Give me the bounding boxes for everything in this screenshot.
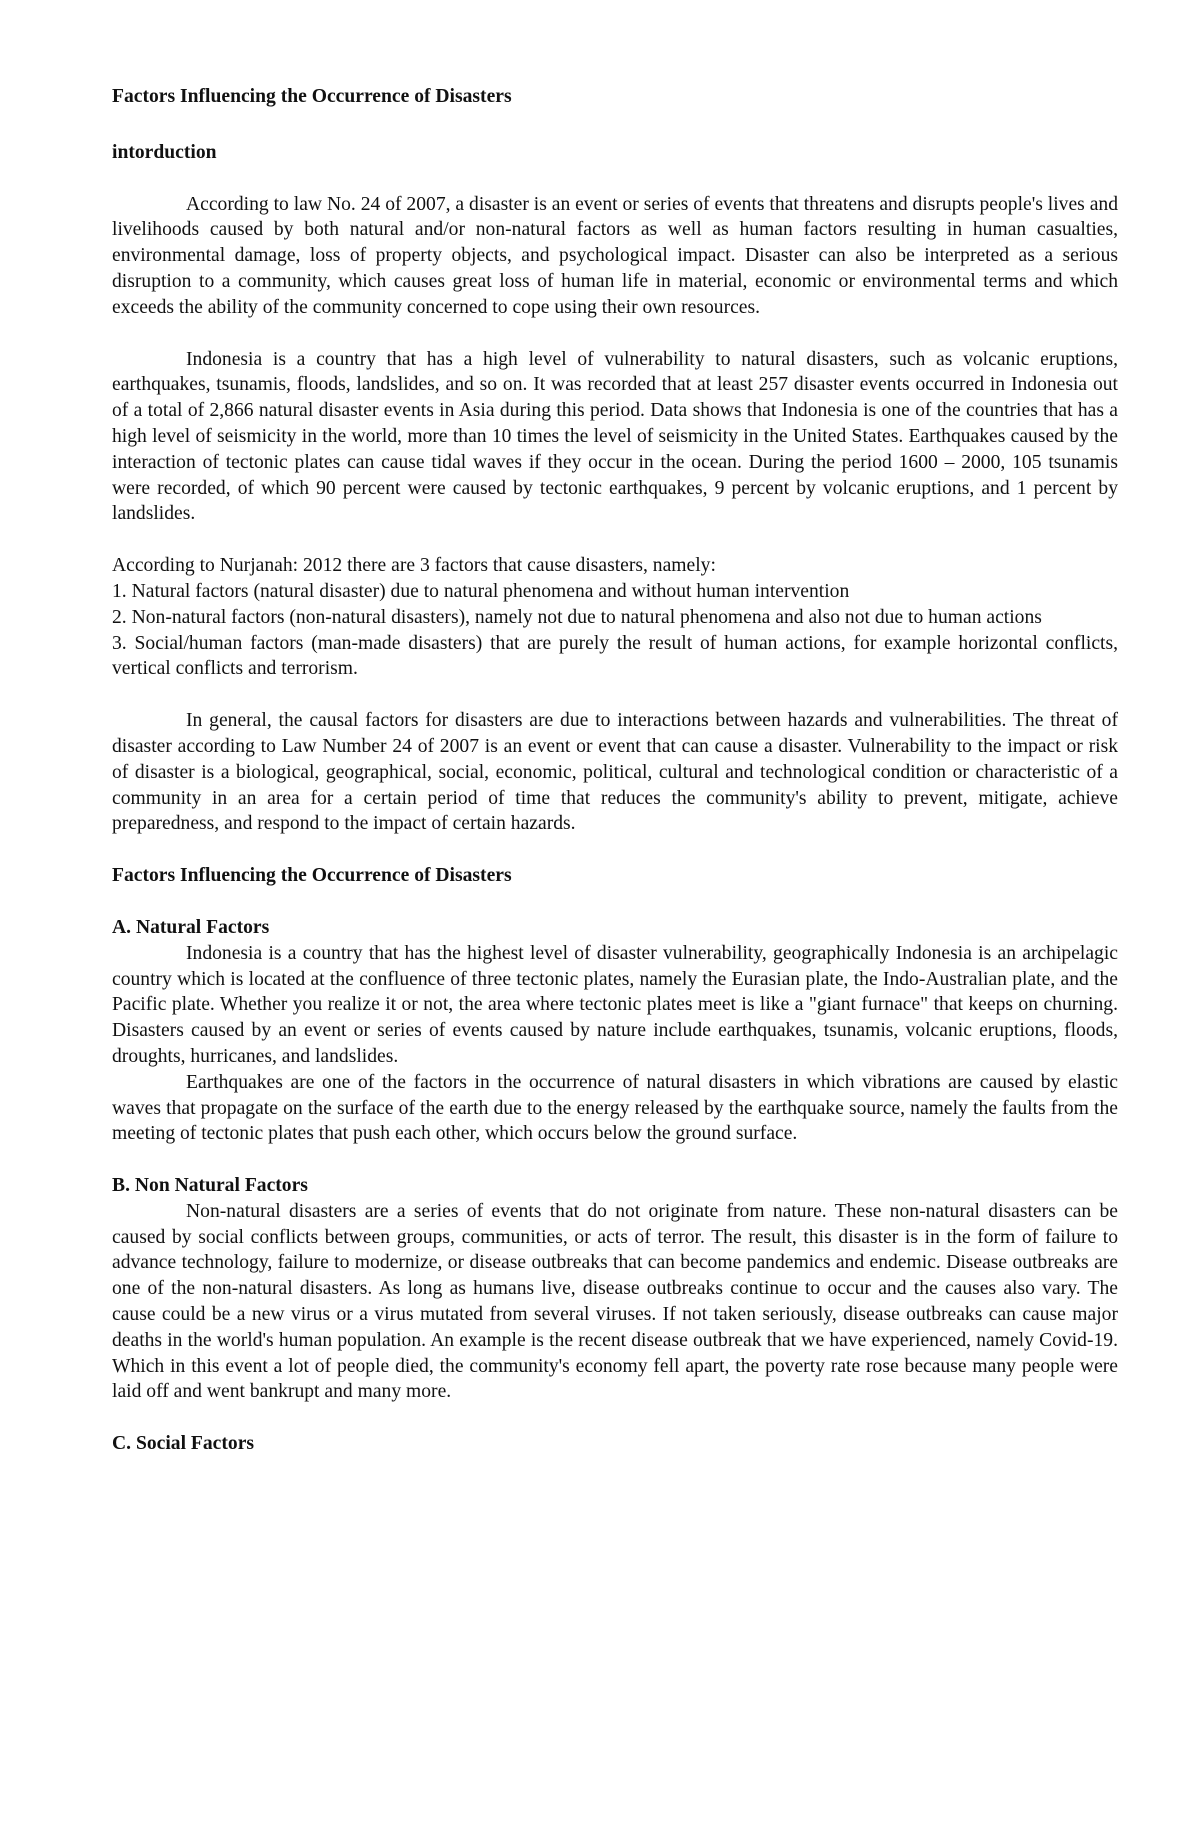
factors-list-item: 3. Social/human factors (man-made disasters) that are purely the result of human actions, for example horizontal conflicts, vertical conflicts and terrorism. (112, 632, 1118, 680)
intro-paragraph-1: According to law No. 24 of 2007, a disaster is an event or series of events that threatens and disrupts people's lives and livelihoods caused by both natural and/or non-natural factors as well as human factors resulting in human casualties, environmental damage, loss of property objects, and psychological impact. Disaster can also be interpreted as a serious disruption to a community, which causes great loss of human life in material, economic or environmental terms and which exceeds the ability of the community concerned to cope using their own resources. (112, 193, 1118, 318)
general-paragraph: In general, the causal factors for disasters are due to interactions between hazards and vulnerabilities. The threat of disaster according to Law Number 24 of 2007 is an event or event that can cause a disaster. Vulnerability to the impact or risk of disaster is a biological, geographical, social, economic, political, cultural and technological condition or characteristic of a community in an area for a certain period of time that reduces the community's ability to prevent, mitigate, achieve preparedness, and respond to the impact of certain hazards. (112, 710, 1118, 835)
document-title: Factors Influencing the Occurrence of Disasters (112, 86, 512, 107)
document-page (112, 84, 1118, 1457)
social-factors-heading: C. Social Factors (112, 1433, 255, 1455)
natural-factors-heading: A. Natural Factors (112, 916, 270, 938)
non-natural-factors-heading: B. Non Natural Factors (112, 1175, 308, 1197)
intro-heading: intorduction (112, 141, 217, 163)
intro-paragraph-2: Indonesia is a country that has a high level of vulnerability to natural disasters, such as volcanic eruptions, earthquakes, tsunamis, floods, landslides, and so on. It was recorded that at least 257 disaster events occurred in Indonesia out of a total of 2,866 natural disaster events in Asia during this period. Data shows that Indonesia is one of the countries that has a high level of seismicity in the world, more than 10 times the level of seismicity in the United States. Earthquakes caused by the interaction of tectonic plates can cause tidal waves if they occur in the ocean. During the period 1600 – 2000, 105 tsunamis were recorded, of which 90 percent were caused by tectonic earthquakes, 9 percent by volcanic eruptions, and 1 percent by landslides. (112, 348, 1118, 525)
natural-paragraph-1: Indonesia is a country that has the highest level of disaster vulnerability, geographically Indonesia is an archipelagic country which is located at the confluence of three tectonic plates, namely the Eurasian plate, the Indo-Australian plate, and the Pacific plate. Whether you realize it or not, the area where tectonic plates meet is like a "giant furnace" that keeps on churning. Disasters caused by an event or series of events caused by nature include earthquakes, tsunamis, volcanic eruptions, floods, droughts, hurricanes, and landslides. (112, 942, 1118, 1067)
factors-intro: According to Nurjanah: 2012 there are 3 factors that cause disasters, namely: (112, 555, 716, 577)
factors-list-item: 1. Natural factors (natural disaster) due to natural phenomena and without human intervention (112, 580, 850, 602)
non-natural-paragraph: Non-natural disasters are a series of events that do not originate from nature. These non-natural disasters can be caused by social conflicts between groups, communities, or acts of terror. The result, this disaster is in the form of failure to advance technology, failure to modernize, or disease outbreaks that can become pandemics and endemic. Disease outbreaks are one of the non-natural disasters. As long as humans live, disease outbreaks continue to occur and the causes also vary. The cause could be a new virus or a virus mutated from several viruses. If not taken seriously, disease outbreaks can cause major deaths in the world's human population. An example is the recent disease outbreak that we have experienced, namely Covid-19. Which in this event a lot of people died, the community's economy fell apart, the poverty rate rose because many people were laid off and went bankrupt and many more. (112, 1200, 1118, 1403)
factors-list-block (112, 553, 1118, 682)
natural-paragraph-2: Earthquakes are one of the factors in the occurrence of natural disasters in which vibrations are caused by elastic waves that propagate on the surface of the earth due to the energy released by the earthquake source, namely the faults from the meeting of tectonic plates that push each other, which occurs below the ground surface. (112, 1071, 1118, 1145)
section-heading: Factors Influencing the Occurrence of Disasters (112, 865, 512, 887)
factors-list-item: 2. Non-natural factors (non-natural disasters), namely not due to natural phenomena and also not due to human actions (112, 606, 1042, 628)
